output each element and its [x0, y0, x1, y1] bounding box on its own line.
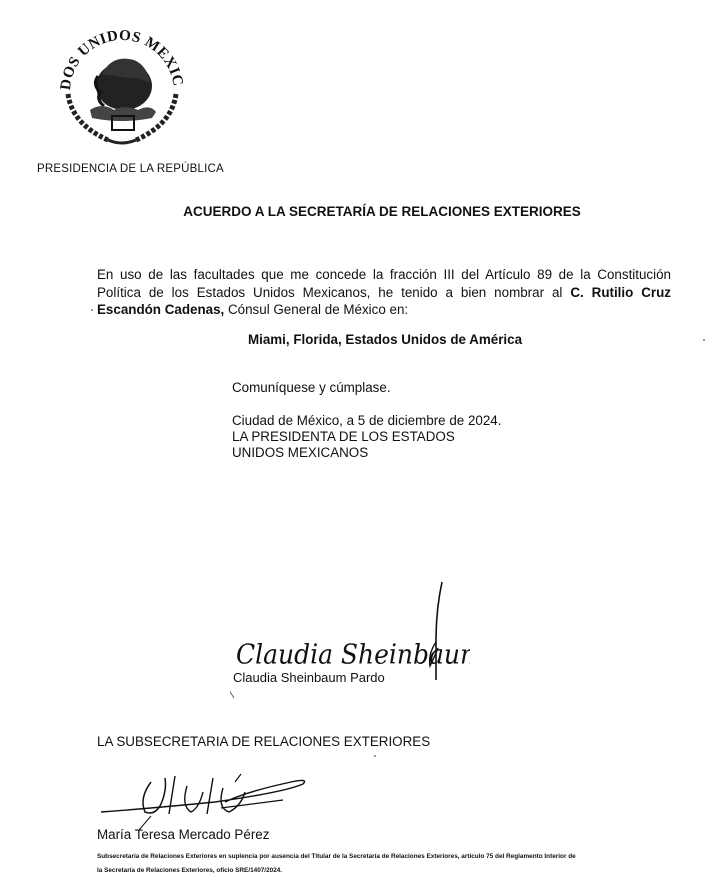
signature-script: Claudia Sheinbaum [236, 639, 470, 671]
closing-text: Comuníquese y cúmplase. [232, 380, 391, 395]
subsecretaria-title: LA SUBSECRETARIA DE RELACIONES EXTERIORES [97, 734, 431, 749]
signature-subsecretaria [95, 768, 325, 830]
date-line: Ciudad de México, a 5 de diciembre de 2024. [232, 413, 502, 428]
date-and-title-block [232, 413, 501, 461]
signer-title-line1: LA PRESIDENTA DE LOS ESTADOS [232, 429, 455, 444]
footnote-line2: la Secretaría de Relaciones Exteriores, oficio SRE/1407/2024. [97, 867, 283, 874]
footnote [97, 850, 697, 878]
national-seal-icon [52, 14, 192, 159]
signature-president [230, 580, 470, 710]
appointee-name: C. Rutilio Cruz Escandón Cadenas, [97, 284, 671, 317]
signer2-name: María Teresa Mercado Pérez [97, 827, 270, 842]
scan-speck [91, 309, 93, 311]
appointment-paragraph [97, 266, 671, 319]
scan-speck [374, 755, 376, 757]
signer1-name: Claudia Sheinbaum Pardo [233, 670, 385, 685]
consulate-location: Miami, Florida, Estados Unidos de América [247, 332, 523, 347]
scan-speck [703, 339, 705, 341]
office-label: PRESIDENCIA DE LA REPÚBLICA [37, 163, 224, 175]
footnote-line1: Subsecretaria de Relaciones Exteriores en suplencia por ausencia del Titular de la Secretaría de Relaciones Exteriores, artículo 75 del Reglamento Interior de [97, 853, 576, 860]
document-title: ACUERDO A LA SECRETARÍA DE RELACIONES EXTERIORES [183, 204, 581, 219]
paragraph-text-2: Cónsul General de México en: [224, 302, 409, 317]
paragraph-text-1: En uso de las facultades que me concede la fracción III del Artículo 89 de la Constitución Política de los Estados Unidos Mexicanos, he tenido a bien nombrar al [97, 267, 671, 300]
seal-text: DOS UNIDOS MEXIC [57, 27, 186, 92]
signer-title-line2: UNIDOS MEXICANOS [232, 445, 369, 460]
